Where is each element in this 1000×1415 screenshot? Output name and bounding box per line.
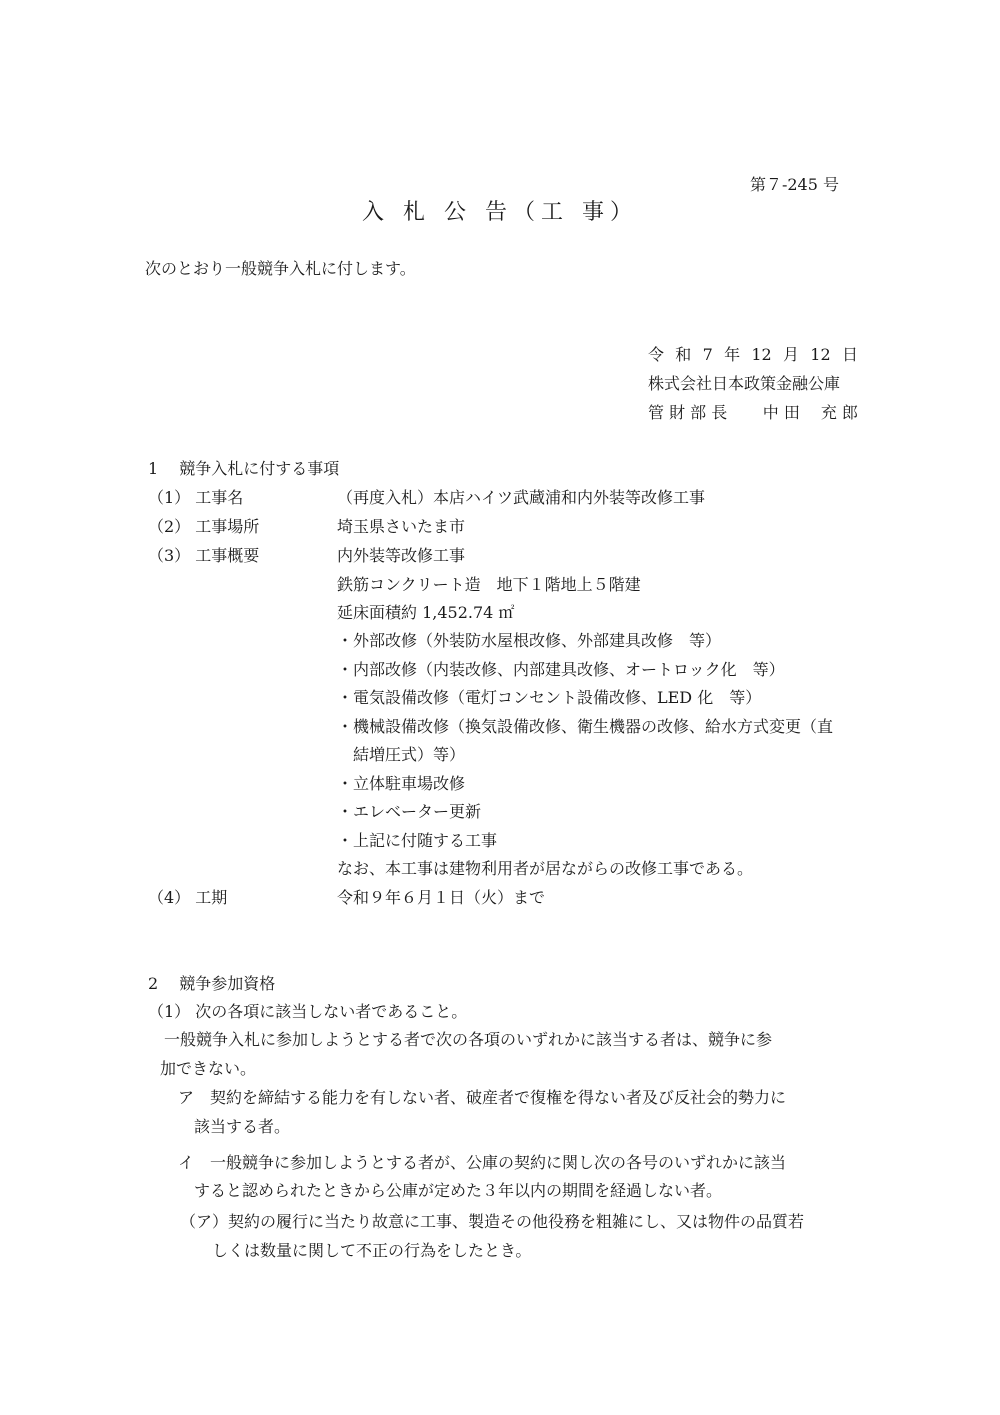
item-label: （1） 工事名 xyxy=(148,488,244,507)
overview-line: ・外部改修（外装防水屋根改修、外部建具改修 等） xyxy=(337,631,722,650)
list-item-a-cont: 該当する者。 xyxy=(178,1117,291,1136)
overview-line: ・機械設備改修（換気設備改修、衛生機器の改修、給水方式変更（直 xyxy=(337,717,834,736)
issuer-position: 管 財 部 長 xyxy=(648,403,728,422)
item-label: （3） 工事概要 xyxy=(148,546,260,565)
overview-line: 延床面積約 1,452.74 ㎡ xyxy=(337,603,515,622)
overview-line: ・電気設備改修（電灯コンセント設備改修、LED 化 等） xyxy=(337,688,762,707)
overview-line: 鉄筋コンクリート造 地下１階地上５階建 xyxy=(337,575,641,594)
issuer-signatory xyxy=(648,403,858,432)
issuer-block xyxy=(648,345,858,432)
sub-item-a-cont: しくは数量に関して不正の行為をしたとき。 xyxy=(180,1241,532,1260)
issue-date: 令 和 7 年 12 月 12 日 xyxy=(648,345,858,364)
subsection-heading: （1） 次の各項に該当しない者であること。 xyxy=(148,1002,468,1021)
item-value: （再度入札）本店ハイツ武蔵浦和内外装等改修工事 xyxy=(337,488,706,507)
intro-text: 次のとおり一般競争入札に付します。 xyxy=(145,259,416,278)
list-item-a: ア 契約を締結する能力を有しない者、破産者で復権を得ない者及び反社会的勢力に xyxy=(178,1088,787,1107)
sub-item-a: （ア）契約の履行に当たり故意に工事、製造その他役務を粗雑にし、又は物件の品質若 xyxy=(180,1212,805,1231)
period-value: 令和９年６月１日（火）まで xyxy=(337,888,546,907)
issuer-name: 中 田 充 郎 xyxy=(762,403,858,422)
item-value: 埼玉県さいたま市 xyxy=(337,517,466,536)
overview-line: なお、本工事は建物利用者が居ながらの改修工事である。 xyxy=(337,859,754,878)
overview-line: ・上記に付随する工事 xyxy=(337,831,498,850)
overview-line: 結増圧式）等） xyxy=(337,745,466,764)
list-item-i: イ 一般競争に参加しようとする者が、公庫の契約に関し次の各号のいずれかに該当 xyxy=(178,1153,787,1172)
page-title: 入 札 公 告（工 事） xyxy=(362,200,638,225)
issuer-company: 株式会社日本政策金融公庫 xyxy=(648,374,841,393)
period-label: （4） 工期 xyxy=(148,888,228,907)
overview-line: ・内部改修（内装改修、内部建具改修、オートロック化 等） xyxy=(337,660,785,679)
paragraph-line: 一般競争入札に参加しようとする者で次の各項のいずれかに該当する者は、競争に参 xyxy=(148,1030,773,1049)
list-item-i-cont: すると認められたときから公庫が定めた３年以内の期間を経過しない者。 xyxy=(178,1181,723,1200)
item-value: 内外装等改修工事 xyxy=(337,546,466,565)
section-2-heading: 2 競争参加資格 xyxy=(148,974,276,993)
paragraph-line: 加できない。 xyxy=(160,1059,257,1078)
document-number: 第７-245 号 xyxy=(749,175,839,194)
section-1-heading: 1 競争入札に付する事項 xyxy=(148,459,340,478)
item-label: （2） 工事場所 xyxy=(148,517,260,536)
overview-line: ・エレベーター更新 xyxy=(337,802,482,821)
overview-line: ・立体駐車場改修 xyxy=(337,774,466,793)
